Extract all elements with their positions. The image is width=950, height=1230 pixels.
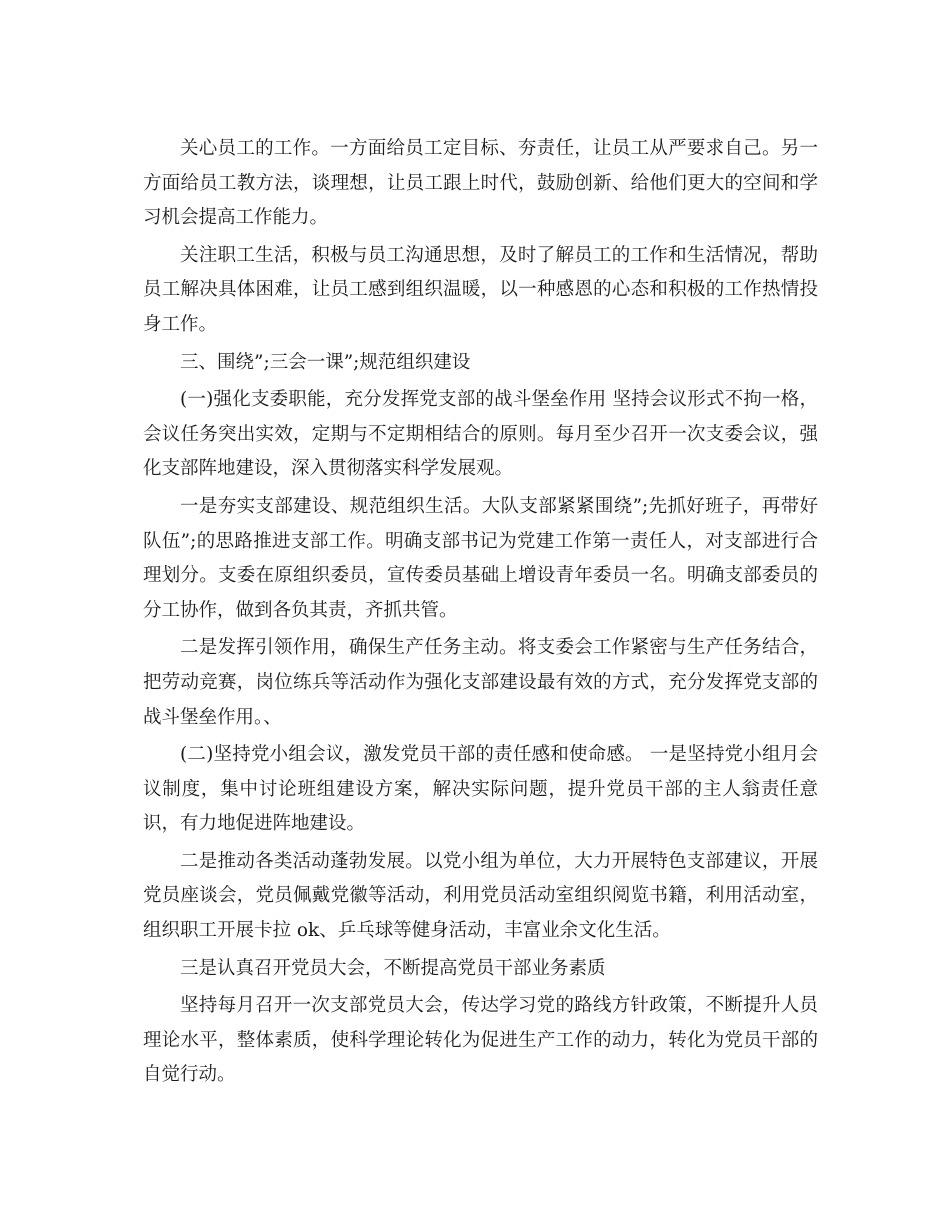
paragraph-monthly-assembly: 坚持每月召开一次支部党员大会，传达学习党的路线方针政策，不断提升人员理论水平，整体素质，使科学理论转化为促进生产工作的动力，转化为党员干部的自觉行动。 — [143, 995, 818, 1086]
paragraph-care-for-life: 关注职工生活，积极与员工沟通思想，及时了解员工的工作和生活情况，帮助员工解决具体困难，让员工感到组织温暖，以一种感恩的心态和积极的工作热情投身工作。 — [143, 244, 818, 335]
paragraph-leading-role: 二是发挥引领作用，确保生产任务主动。将支委会工作紧密与生产任务结合，把劳动竞赛，岗位练兵等活动作为强化支部建设最有效的方式，充分发挥党支部的战斗堡垒作用。、 — [143, 637, 818, 728]
paragraph-branch-building: 一是夯实支部建设、规范组织生活。大队支部紧紧围绕”;先抓好班子，再带好队伍”;的思路推进支部工作。明确支部书记为党建工作第一责任人，对支部进行合理划分。支委在原组织委员，宣传委员基础上增设青年委员一名。明确支部委员的分工协作，做到各负其责，齐抓共管。 — [143, 495, 818, 621]
paragraph-strengthen-committee: (一)强化支委职能，充分发挥党支部的战斗堡垒作用 坚持会议形式不拘一格，会议任务突出实效，定期与不定期相结合的原则。每月至少召开一次支委会议，强化支部阵地建设，深入贯彻落实科学发展观。 — [143, 389, 818, 480]
paragraph-activities: 二是推动各类活动蓬勃发展。以党小组为单位，大力开展特色支部建议，开展党员座谈会，党员佩戴党徽等活动，利用党员活动室组织阅览书籍，利用活动室，组织职工开展卡拉 ok、乒乓球等健身活动，丰富业余文化生活。 — [143, 850, 818, 942]
document-body — [143, 132, 818, 1096]
paragraph-member-assembly: 三是认真召开党员大会，不断提高党员干部业务素质 — [180, 957, 606, 979]
section-heading-organization: 三、围绕”;三会一课”;规范组织建设 — [180, 351, 471, 373]
paragraph-party-group-meetings: (二)坚持党小组会议，激发党员干部的责任感和使命感。 一是坚持党小组月会议制度，集中讨论班组建设方案，解决实际问题，提升党员干部的主人翁责任意识，有力地促进阵地建设。 — [143, 744, 818, 835]
paragraph-care-for-work: 关心员工的工作。一方面给员工定目标、夯责任，让员工从严要求自己。另一方面给员工教方法，谈理想，让员工跟上时代，鼓励创新、给他们更大的空间和学习机会提高工作能力。 — [143, 138, 818, 229]
